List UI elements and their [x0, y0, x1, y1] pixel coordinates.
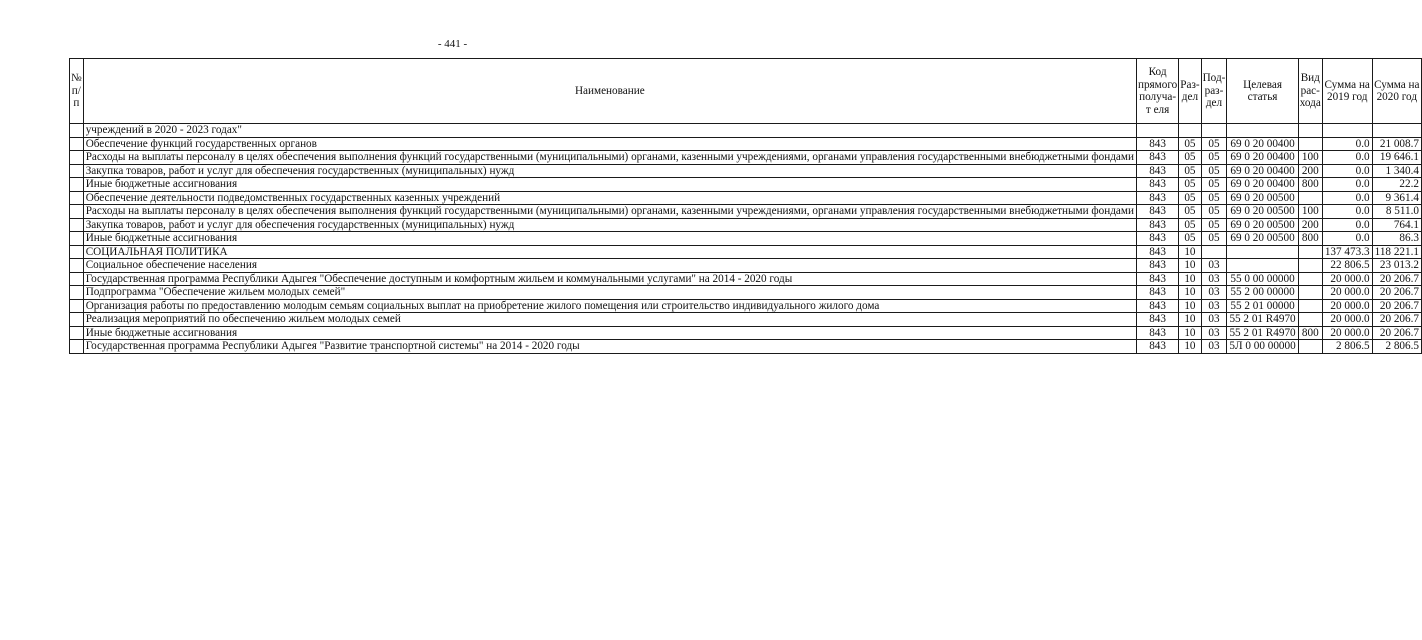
cell-sum-2020: 20 206.7 [1372, 299, 1421, 313]
table-row [70, 245, 1422, 259]
cell-num [70, 272, 84, 286]
cell-section: 10 [1179, 286, 1201, 300]
cell-section: 05 [1179, 232, 1201, 246]
cell-num [70, 218, 84, 232]
table-row [70, 137, 1422, 151]
cell-target: 5Л 0 00 00000 [1227, 340, 1298, 354]
header-target: Целевая статья [1227, 59, 1298, 124]
cell-section: 10 [1179, 272, 1201, 286]
page-number: - 441 - [437, 38, 468, 50]
table-row [70, 313, 1422, 327]
cell-code: 843 [1136, 164, 1178, 178]
cell-sum-2019: 137 473.3 [1322, 245, 1372, 259]
cell-subsection: 03 [1201, 272, 1227, 286]
cell-expense-type: 800 [1298, 326, 1322, 340]
cell-sum-2019: 0.0 [1322, 205, 1372, 219]
cell-expense-type: 800 [1298, 178, 1322, 192]
cell-sum-2019: 2 806.5 [1322, 340, 1372, 354]
cell-code: 843 [1136, 232, 1178, 246]
cell-sum-2020: 20 206.7 [1372, 286, 1421, 300]
cell-target: 69 0 20 00500 [1227, 191, 1298, 205]
cell-target [1227, 245, 1298, 259]
cell-subsection: 05 [1201, 164, 1227, 178]
cell-target [1227, 259, 1298, 273]
cell-sum-2019: 0.0 [1322, 178, 1372, 192]
cell-num [70, 232, 84, 246]
table-row [70, 232, 1422, 246]
table-row [70, 205, 1422, 219]
cell-num [70, 164, 84, 178]
cell-num [70, 151, 84, 165]
cell-sum-2019: 20 000.0 [1322, 272, 1372, 286]
cell-num [70, 205, 84, 219]
cell-section: 10 [1179, 245, 1201, 259]
cell-code: 843 [1136, 137, 1178, 151]
cell-code: 843 [1136, 272, 1178, 286]
cell-num [70, 137, 84, 151]
cell-expense-type: 100 [1298, 151, 1322, 165]
cell-num [70, 340, 84, 354]
cell-code: 843 [1136, 191, 1178, 205]
cell-sum-2019: 20 000.0 [1322, 286, 1372, 300]
cell-sum-2020: 1 340.4 [1372, 164, 1421, 178]
cell-name: Государственная программа Республики Адыгея "Обеспечение доступным и комфортным жильем и коммунальными услугами" на 2014 - 2020 годы [83, 272, 1136, 286]
cell-section: 10 [1179, 340, 1201, 354]
cell-sum-2019: 0.0 [1322, 164, 1372, 178]
cell-sum-2019: 0.0 [1322, 151, 1372, 165]
table-row [70, 286, 1422, 300]
cell-expense-type [1298, 313, 1322, 327]
cell-expense-type [1298, 191, 1322, 205]
cell-code: 843 [1136, 245, 1178, 259]
cell-name: Расходы на выплаты персоналу в целях обеспечения выполнения функций государственными (муниципальными) органами, казенными учреждениями, органами управления государственными внебюджетными фондами [83, 151, 1136, 165]
cell-code: 843 [1136, 178, 1178, 192]
cell-name: СОЦИАЛЬНАЯ ПОЛИТИКА [83, 245, 1136, 259]
cell-target: 55 2 00 00000 [1227, 286, 1298, 300]
cell-code: 843 [1136, 151, 1178, 165]
cell-sum-2020: 22.2 [1372, 178, 1421, 192]
cell-subsection [1201, 124, 1227, 138]
cell-code: 843 [1136, 286, 1178, 300]
table-row [70, 218, 1422, 232]
table-body [70, 124, 1422, 354]
header-sum-2020: Сумма на 2020 год [1372, 59, 1421, 124]
cell-sum-2019: 20 000.0 [1322, 326, 1372, 340]
cell-target: 55 0 00 00000 [1227, 272, 1298, 286]
cell-section: 10 [1179, 259, 1201, 273]
cell-target: 55 2 01 R4970 [1227, 326, 1298, 340]
cell-sum-2019: 0.0 [1322, 232, 1372, 246]
cell-sum-2020: 118 221.1 [1372, 245, 1421, 259]
table-row [70, 178, 1422, 192]
cell-target: 55 2 01 00000 [1227, 299, 1298, 313]
cell-name: Иные бюджетные ассигнования [83, 232, 1136, 246]
cell-target: 69 0 20 00400 [1227, 151, 1298, 165]
cell-target: 69 0 20 00400 [1227, 164, 1298, 178]
cell-sum-2019: 20 000.0 [1322, 313, 1372, 327]
cell-sum-2020: 20 206.7 [1372, 313, 1421, 327]
cell-num [70, 245, 84, 259]
cell-code: 843 [1136, 205, 1178, 219]
cell-sum-2019: 20 000.0 [1322, 299, 1372, 313]
cell-subsection: 03 [1201, 286, 1227, 300]
cell-num [70, 313, 84, 327]
cell-num [70, 299, 84, 313]
cell-target: 69 0 20 00400 [1227, 178, 1298, 192]
cell-sum-2020 [1372, 124, 1421, 138]
cell-name: Государственная программа Республики Адыгея "Развитие транспортной системы" на 2014 - 2020 годы [83, 340, 1136, 354]
cell-sum-2020: 2 806.5 [1372, 340, 1421, 354]
cell-sum-2019: 0.0 [1322, 137, 1372, 151]
cell-num [70, 178, 84, 192]
cell-section: 10 [1179, 326, 1201, 340]
header-name: Наименование [83, 59, 1136, 124]
cell-name: Социальное обеспечение населения [83, 259, 1136, 273]
cell-target: 69 0 20 00400 [1227, 137, 1298, 151]
cell-expense-type [1298, 340, 1322, 354]
cell-expense-type: 200 [1298, 164, 1322, 178]
cell-name: Закупка товаров, работ и услуг для обеспечения государственных (муниципальных) нужд [83, 218, 1136, 232]
cell-sum-2020: 9 361.4 [1372, 191, 1421, 205]
cell-num [70, 191, 84, 205]
cell-subsection: 03 [1201, 299, 1227, 313]
cell-expense-type [1298, 124, 1322, 138]
cell-subsection [1201, 245, 1227, 259]
header-section: Раз- дел [1179, 59, 1201, 124]
cell-name: Обеспечение функций государственных органов [83, 137, 1136, 151]
cell-section: 05 [1179, 191, 1201, 205]
cell-section: 05 [1179, 137, 1201, 151]
cell-subsection: 03 [1201, 326, 1227, 340]
cell-expense-type: 200 [1298, 218, 1322, 232]
cell-sum-2019: 0.0 [1322, 191, 1372, 205]
cell-name: Реализация мероприятий по обеспечению жильем молодых семей [83, 313, 1136, 327]
cell-section [1179, 124, 1201, 138]
cell-sum-2019: 0.0 [1322, 218, 1372, 232]
cell-subsection: 05 [1201, 191, 1227, 205]
cell-code: 843 [1136, 218, 1178, 232]
cell-expense-type [1298, 137, 1322, 151]
cell-sum-2019 [1322, 124, 1372, 138]
cell-target: 69 0 20 00500 [1227, 232, 1298, 246]
table-row [70, 191, 1422, 205]
cell-sum-2020: 8 511.0 [1372, 205, 1421, 219]
cell-code: 843 [1136, 340, 1178, 354]
cell-num [70, 326, 84, 340]
cell-section: 05 [1179, 205, 1201, 219]
cell-section: 05 [1179, 151, 1201, 165]
cell-target [1227, 124, 1298, 138]
header-subsection: Под- раз- дел [1201, 59, 1227, 124]
budget-table [69, 58, 1422, 354]
cell-expense-type [1298, 245, 1322, 259]
cell-section: 10 [1179, 299, 1201, 313]
cell-target: 55 2 01 R4970 [1227, 313, 1298, 327]
cell-num [70, 286, 84, 300]
header-code: Код прямого получа-т еля [1136, 59, 1178, 124]
cell-expense-type [1298, 286, 1322, 300]
cell-section: 05 [1179, 164, 1201, 178]
cell-name: Расходы на выплаты персоналу в целях обеспечения выполнения функций государственными (муниципальными) органами, казенными учреждениями, органами управления государственными внебюджетными фондами [83, 205, 1136, 219]
cell-section: 10 [1179, 313, 1201, 327]
header-sum-2019: Сумма на 2019 год [1322, 59, 1372, 124]
cell-code [1136, 124, 1178, 138]
cell-target: 69 0 20 00500 [1227, 205, 1298, 219]
cell-num [70, 259, 84, 273]
cell-code: 843 [1136, 313, 1178, 327]
table-row [70, 272, 1422, 286]
cell-expense-type: 100 [1298, 205, 1322, 219]
table-row [70, 151, 1422, 165]
cell-name: Обеспечение деятельности подведомственных государственных казенных учреждений [83, 191, 1136, 205]
cell-sum-2020: 86.3 [1372, 232, 1421, 246]
cell-subsection: 03 [1201, 313, 1227, 327]
cell-sum-2020: 21 008.7 [1372, 137, 1421, 151]
cell-expense-type [1298, 259, 1322, 273]
table-row [70, 340, 1422, 354]
cell-subsection: 03 [1201, 340, 1227, 354]
table-row [70, 326, 1422, 340]
cell-code: 843 [1136, 299, 1178, 313]
cell-subsection: 05 [1201, 232, 1227, 246]
cell-subsection: 05 [1201, 218, 1227, 232]
cell-expense-type: 800 [1298, 232, 1322, 246]
cell-target: 69 0 20 00500 [1227, 218, 1298, 232]
cell-subsection: 05 [1201, 178, 1227, 192]
cell-code: 843 [1136, 259, 1178, 273]
table-row [70, 259, 1422, 273]
cell-name: Иные бюджетные ассигнования [83, 178, 1136, 192]
cell-name: Организация работы по предоставлению молодым семьям социальных выплат на приобретение жилого помещения или строительство индивидуального жилого дома [83, 299, 1136, 313]
cell-name: Подпрограмма "Обеспечение жильем молодых семей" [83, 286, 1136, 300]
header-expense-type: Вид рас- хода [1298, 59, 1322, 124]
cell-sum-2019: 22 806.5 [1322, 259, 1372, 273]
table-row [70, 299, 1422, 313]
header-num: № п/п [70, 59, 84, 124]
table-header-row [70, 59, 1422, 124]
table-row [70, 164, 1422, 178]
cell-subsection: 05 [1201, 151, 1227, 165]
cell-name: учреждений в 2020 - 2023 годах" [83, 124, 1136, 138]
cell-sum-2020: 20 206.7 [1372, 272, 1421, 286]
table-row [70, 124, 1422, 138]
cell-expense-type [1298, 299, 1322, 313]
cell-code: 843 [1136, 326, 1178, 340]
cell-section: 05 [1179, 218, 1201, 232]
cell-sum-2020: 20 206.7 [1372, 326, 1421, 340]
cell-sum-2020: 19 646.1 [1372, 151, 1421, 165]
cell-name: Закупка товаров, работ и услуг для обеспечения государственных (муниципальных) нужд [83, 164, 1136, 178]
cell-name: Иные бюджетные ассигнования [83, 326, 1136, 340]
cell-expense-type [1298, 272, 1322, 286]
cell-sum-2020: 764.1 [1372, 218, 1421, 232]
cell-sum-2020: 23 013.2 [1372, 259, 1421, 273]
cell-subsection: 05 [1201, 137, 1227, 151]
cell-subsection: 05 [1201, 205, 1227, 219]
cell-num [70, 124, 84, 138]
cell-section: 05 [1179, 178, 1201, 192]
cell-subsection: 03 [1201, 259, 1227, 273]
